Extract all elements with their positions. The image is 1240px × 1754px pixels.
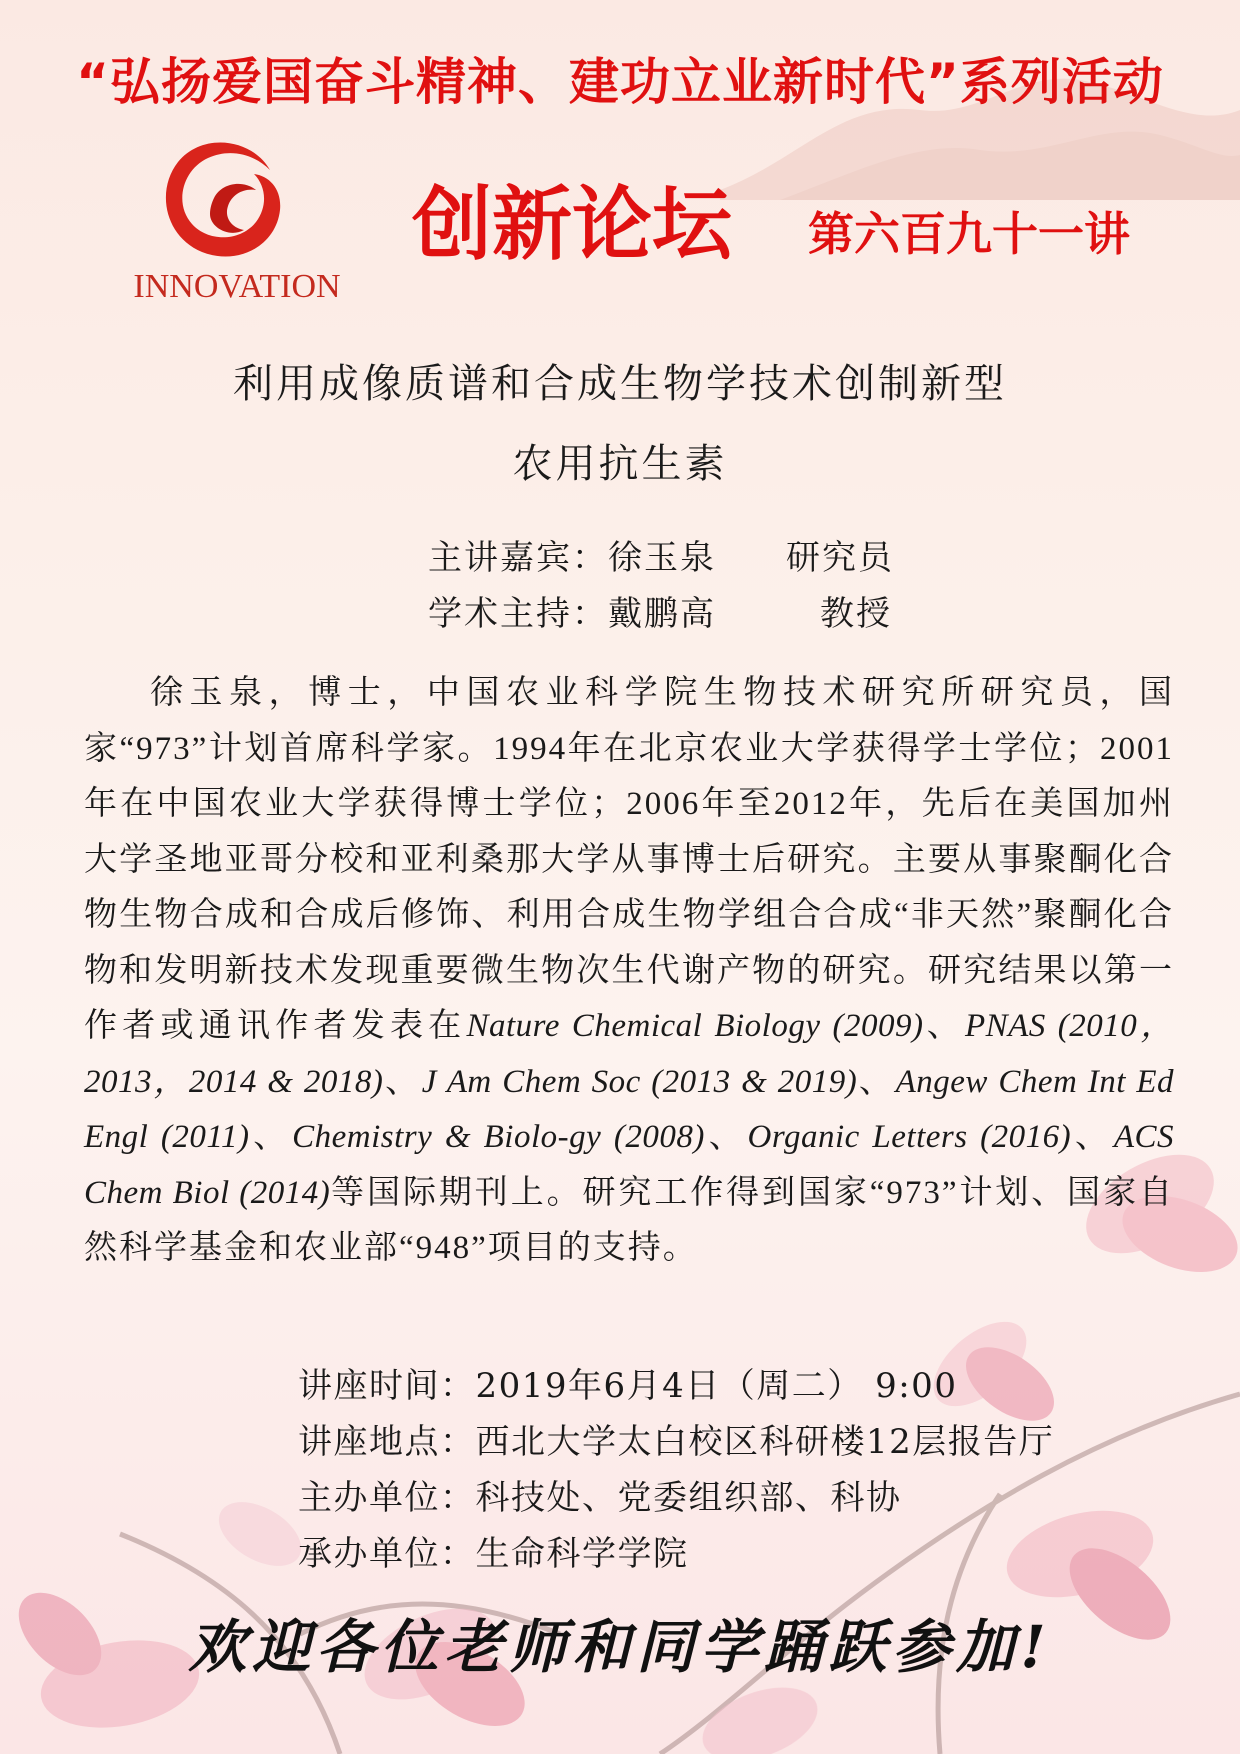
forum-name: 创新论坛 bbox=[412, 178, 732, 271]
journal-org-lett: Organic Letters (2016) bbox=[747, 1119, 1072, 1155]
biography-paragraph bbox=[84, 666, 1174, 1277]
organizer-value: 科技处、党委组织部、科协 bbox=[475, 1478, 902, 1518]
journal-chem-bio: Chemistry & Biolo-gy (2008) bbox=[292, 1119, 705, 1155]
speaker-title: 研究员 bbox=[786, 538, 894, 578]
biography-text-end: 等国际期刊上。研究工作得到国家“973”计划、国家自然科学基金和农业部“948”项目的支持。 bbox=[84, 1174, 1174, 1266]
host-unit bbox=[298, 1526, 689, 1575]
logo-text: INNOVATION bbox=[133, 268, 341, 305]
separator: 、 bbox=[857, 1063, 896, 1100]
lecture-place-value: 西北大学太白校区科研楼12层报告厅 bbox=[475, 1422, 1055, 1462]
host-unit-label: 承办单位： bbox=[298, 1534, 476, 1574]
talk-title-line-1: 利用成像质谱和合成生物学技术创制新型 bbox=[233, 361, 1007, 407]
host-label: 学术主持： bbox=[428, 594, 608, 634]
speaker-label: 主讲嘉宾： bbox=[428, 538, 608, 578]
separator: 、 bbox=[249, 1119, 293, 1155]
series-title: “弘扬爱国奋斗精神、建功立业新时代”系列活动 bbox=[76, 53, 1164, 111]
journal-jacs: J Am Chem Soc (2013 & 2019) bbox=[421, 1063, 858, 1100]
separator: 、 bbox=[704, 1119, 748, 1155]
lecture-number: 第六百九十一讲 bbox=[808, 207, 1130, 261]
host-unit-value: 生命科学学院 bbox=[475, 1534, 689, 1574]
biography-text: 徐玉泉，博士，中国农业科学院生物技术研究所研究员，国家“973”计划首席科学家。1994年在北京农业大学获得学士学位；2001年在中国农业大学获得博士学位；2006年至2012年，先后在美国加州大学圣地亚哥分校和亚利桑那大学从事博士后研究。主要从事聚酮化合物生物合成和合成后修饰、利用合成生物学组合合成“非天然”聚酮化合物和发明新技术发现重要微生物次生代谢产物的研究。研究结果以第一作者或通讯作者发表在 bbox=[84, 675, 1174, 1044]
journal-nature-chem-bio: Nature Chemical Biology (2009) bbox=[466, 1008, 924, 1044]
journal-pnas: PNAS (2010，2013，2014 & 2018) bbox=[84, 1008, 1175, 1100]
lecture-place bbox=[298, 1414, 1054, 1463]
lecture-time-label: 讲座时间： bbox=[298, 1366, 476, 1406]
separator: 、 bbox=[923, 1008, 965, 1044]
innovation-logo bbox=[122, 128, 352, 308]
speaker-biography bbox=[84, 666, 1174, 1277]
separator: 、 bbox=[1071, 1119, 1114, 1155]
lecture-time-value: 2019年6月4日（周二） 9:00 bbox=[475, 1366, 958, 1406]
innovation-swirl-icon bbox=[152, 128, 292, 268]
host-title: 教授 bbox=[820, 594, 892, 634]
separator: 、 bbox=[383, 1063, 422, 1100]
organizer bbox=[298, 1470, 902, 1519]
host-line bbox=[428, 586, 892, 635]
journal-angew: Angew Chem Int Ed Engl (2011) bbox=[84, 1063, 1175, 1155]
speaker-name: 徐玉泉 bbox=[608, 538, 716, 578]
journal-acs-chem-biol: ACS Chem Biol (2014) bbox=[84, 1119, 1175, 1211]
speaker-line bbox=[428, 530, 894, 579]
host-name: 戴鹏高 bbox=[608, 594, 716, 634]
talk-title-line-2: 农用抗生素 bbox=[512, 441, 728, 487]
lecture-place-label: 讲座地点： bbox=[298, 1422, 476, 1462]
organizer-label: 主办单位： bbox=[298, 1478, 476, 1518]
welcome-message: 欢迎各位老师和同学踊跃参加! bbox=[188, 1613, 1052, 1681]
lecture-time bbox=[298, 1358, 957, 1407]
